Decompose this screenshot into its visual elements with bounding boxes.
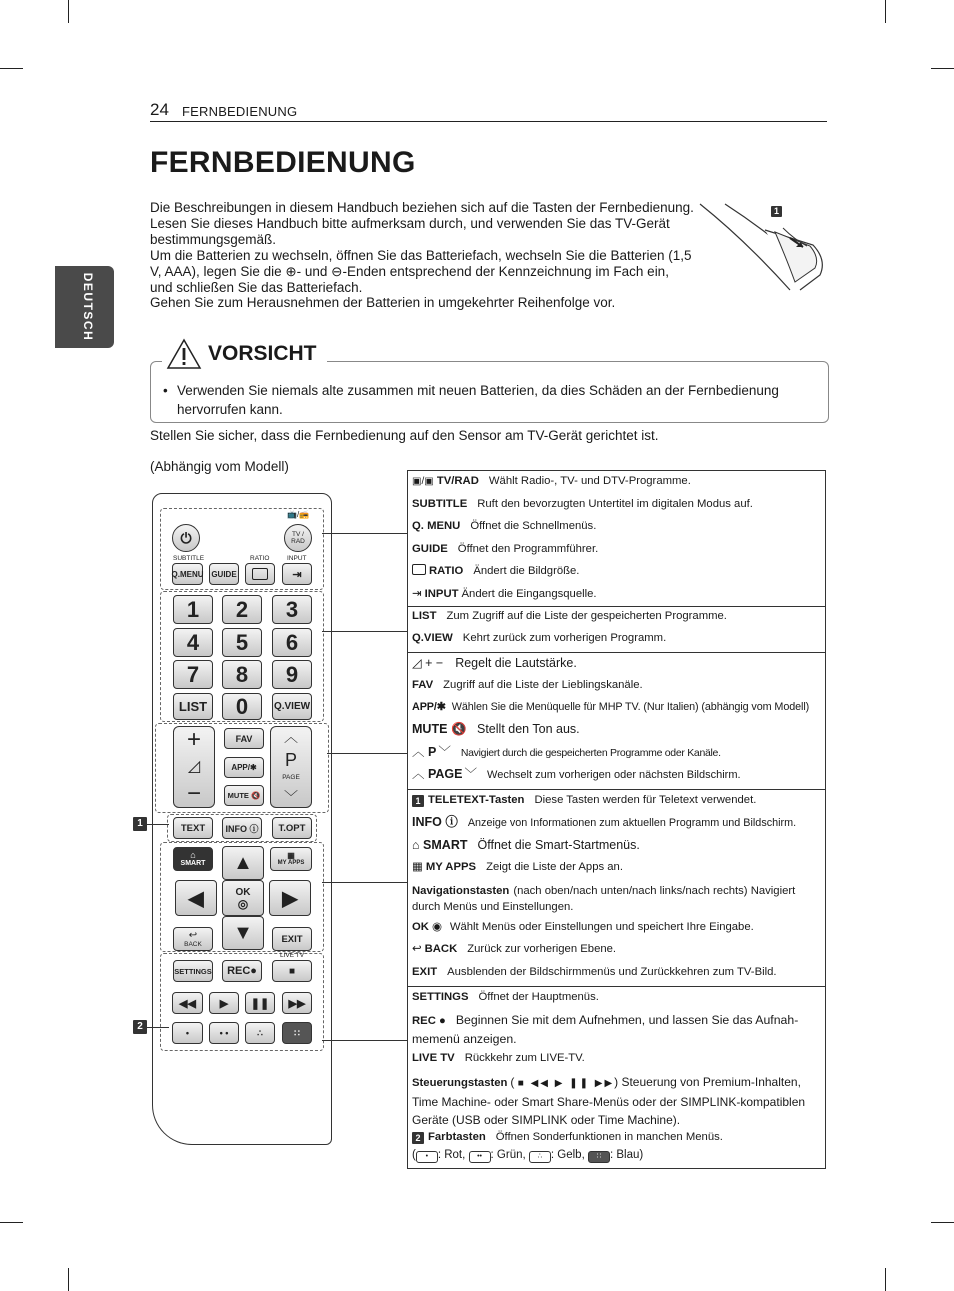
bullet-icon: • (163, 383, 168, 398)
digit-7-button[interactable]: 7 (173, 660, 213, 689)
chevron-down-icon: ﹀ (284, 788, 298, 805)
list-button[interactable]: LIST (173, 693, 213, 720)
legend-desc: Rückkehr zum LIVE-TV. (464, 1052, 585, 1064)
red-key-icon: • (416, 1151, 438, 1163)
legend-row-qmenu (408, 519, 825, 542)
page-header (150, 100, 827, 122)
legend-desc: Stellt den Ton aus. (477, 722, 580, 736)
marker-1-line (147, 824, 169, 825)
legend-row-page (408, 767, 825, 789)
legend-desc: Zugriff auf die Liste der Lieblingskanäle. (443, 679, 643, 691)
legend-desc: ) Steuerung von Premium-Inhalten, Time Machine- oder Smart Share-Menüs oder der SIMPLINK-kompatiblen Geräte (USB oder SIMPLINK oder Time Machine). (412, 1075, 806, 1127)
input-button[interactable] (282, 563, 312, 585)
legend-key: GUIDE (412, 543, 448, 555)
legend-key: MY APPS (425, 861, 477, 873)
legend-key: BACK (424, 943, 458, 955)
legend-key: OK (412, 921, 429, 933)
red-button[interactable]: • (172, 1022, 203, 1044)
ratio-icon (252, 568, 268, 580)
sensor-note: Stellen Sie sicher, dass die Fernbedienung auf den Sensor am TV-Gerät gerichtet ist. (150, 428, 659, 443)
legend-desc: Anzeige von Informationen zum aktuellen Programm und Bildschirm. (467, 817, 797, 829)
legend-key: Q.VIEW (412, 632, 453, 644)
callout-line-1 (322, 533, 408, 534)
qmenu-button[interactable] (172, 563, 203, 585)
legend-row-ratio (408, 564, 825, 587)
chevron-up-icon: ︿ (284, 729, 298, 745)
language-label: DEUTSCH (81, 272, 95, 342)
legend-row-fav (408, 678, 825, 700)
ratio-label: RATIO (250, 555, 270, 562)
blue-button[interactable]: ∷ (282, 1022, 312, 1044)
legend-key: SETTINGS (412, 991, 469, 1003)
marker-2: 2 (133, 1020, 147, 1034)
caution-title: VORSICHT (208, 342, 317, 365)
legend-desc: (nach oben/nach unten/nach links/nach rechts) Navigiert durch Menüs und Einstellungen. (412, 885, 796, 913)
smart-label: SMART (180, 860, 206, 867)
rec-button[interactable]: REC● (222, 960, 262, 982)
digit-0-button[interactable]: 0 (222, 693, 262, 720)
legend-row-input (408, 587, 825, 609)
ok-label: OK (235, 886, 251, 898)
settings-button[interactable]: SETTINGS (173, 960, 213, 982)
legend-row-color (408, 1130, 825, 1148)
text-button[interactable] (173, 817, 213, 839)
yellow-key-icon: ∴ (529, 1151, 551, 1163)
legend-key: Navigationstasten (412, 885, 510, 897)
legend-desc: Öffnet den Programmführer. (457, 543, 599, 555)
info-button[interactable]: INFO ⓘ (222, 817, 262, 839)
tvrad-button[interactable] (284, 524, 312, 552)
callout-line-3 (327, 753, 408, 754)
marker-2-badge: 2 (412, 1132, 424, 1144)
nav-up-button[interactable]: ▲ (222, 846, 264, 880)
text-label: TEXT (180, 822, 206, 834)
chevron-up-icon: ︿ (412, 745, 425, 759)
stop-icon: ■ (288, 965, 296, 977)
callout-line-5 (322, 1040, 408, 1041)
legend-desc: Öffnet die Smart-Startmenüs. (477, 838, 640, 852)
section-title: FERNBEDIENUNG (182, 104, 298, 119)
legend-desc: Wählen Sie die Menüquelle für MHP TV. (Nur Italien) (abhängig vom Modell) (451, 701, 810, 713)
myapps-button[interactable] (270, 847, 312, 871)
legend-desc: Wechselt zum vorherigen oder nächsten Bildschirm. (487, 769, 741, 781)
legend-desc: Beginnen Sie mit dem Aufnehmen, und lassen Sie das Aufnah-memenü anzeigen. (412, 1013, 799, 1046)
yellow-button[interactable]: ∴ (245, 1022, 275, 1044)
legend-row-settings (408, 990, 825, 1011)
back-label: BACK (184, 940, 202, 948)
legend-key: Farbtasten (428, 1131, 486, 1143)
page-label: PAGE (282, 773, 300, 781)
marker-1-badge: 1 (412, 795, 424, 807)
input-label: INPUT (287, 555, 307, 562)
legend-desc: Öffnen Sonderfunktionen in manchen Menüs. (495, 1131, 723, 1143)
pause-button[interactable]: ❚❚ (245, 992, 275, 1014)
legend-row-guide (408, 542, 825, 564)
rewind-button[interactable]: ◀◀ (172, 992, 203, 1014)
minus-icon: − (186, 780, 201, 807)
volume-icon: ◿ (412, 656, 422, 670)
legend-desc: Ändert die Eingangsquelle. (461, 588, 597, 600)
legend-key: TELETEXT-Tasten (428, 794, 525, 806)
legend-row-volume (408, 656, 825, 678)
guide-button[interactable] (209, 563, 239, 585)
warning-icon (166, 338, 202, 370)
legend-desc: Diese Tasten werden für Teletext verwendet. (534, 794, 757, 806)
digit-6-button[interactable]: 6 (272, 628, 312, 657)
legend-key: SUBTITLE (412, 498, 468, 510)
mute-button[interactable]: MUTE 🔇 (224, 785, 264, 806)
page-title: FERNBEDIENUNG (150, 146, 416, 179)
topt-button[interactable]: T.OPT (272, 817, 312, 839)
fav-button[interactable]: FAV (224, 728, 264, 749)
tvrad-top-icon: 📺/📻 (287, 510, 310, 519)
legend-key: MUTE (412, 722, 448, 736)
play-button[interactable]: ▶ (209, 992, 239, 1014)
legend-group-1 (407, 470, 826, 607)
ok-button[interactable] (222, 880, 264, 916)
legend-key: SMART (423, 838, 468, 852)
legend-key: P (428, 745, 437, 759)
legend-group-2 (407, 607, 826, 653)
legend-row-control: Steuerungstasten ( ■ ◀◀ ▶ ❚❚ ▶▶) Steuerung von Premium-Inhalten, Time Machine- oder Smart Share-Menüs oder der SIMPLINK-kompatiblen Geräte (USB oder SIMPLINK oder Time Machine). (412, 1075, 806, 1127)
legend-key: + − (425, 656, 444, 670)
program-rocker[interactable] (270, 726, 312, 808)
marker-2-line (147, 1027, 169, 1028)
legend-desc: Ruft den bevorzugten Untertitel im digitalen Modus auf. (477, 498, 753, 510)
legend-key: Q. MENU (412, 520, 461, 532)
legend-row-teletext (408, 793, 825, 815)
callout-line-2 (322, 631, 408, 632)
legend-key: PAGE (428, 767, 463, 781)
intro-paragraph: Um die Batterien zu wechseln, öffnen Sie das Batteriefach, wechseln Sie die Batterien (1,5 V, AAA), legen Sie die ⊕- und ⊖-Enden entsprechend der Kennzeichnung im Fach ein, und schließen Sie das Batteriefach. (150, 247, 692, 295)
legend-desc: Zum Zugriff auf die Liste der gespeicherten Programme. (446, 610, 727, 622)
green-button[interactable]: • • (209, 1022, 239, 1044)
mute-icon: 🔇 (451, 722, 467, 736)
legend-row-myapps (408, 860, 825, 882)
legend-desc: : Rot, (437, 1149, 469, 1161)
nav-right-button[interactable]: ▶ (269, 880, 311, 916)
nav-left-button[interactable]: ◀ (175, 880, 217, 916)
page-number: 24 (150, 100, 169, 119)
legend-desc: Wählt Radio-, TV- und DTV-Programme. (488, 475, 691, 487)
volume-icon: ◿ (187, 758, 201, 775)
legend-row-tvrad (408, 474, 825, 497)
legend-row-back (408, 942, 825, 965)
grid-icon: ▦ (412, 861, 423, 873)
legend-row-list (408, 609, 825, 631)
legend-row-info (408, 815, 825, 838)
legend-key: EXIT (412, 966, 438, 978)
legend-desc: Wählt Menüs oder Einstellungen und speichert Ihre Eingabe. (449, 921, 754, 933)
legend-key: INPUT (424, 588, 459, 600)
intro-paragraph: Lesen Sie dieses Handbuch bitte aufmerksam durch, und verwenden Sie das TV-Gerät bestimmungsgemäß. (150, 215, 670, 247)
tvrad-icon: ▣/▣ (412, 476, 434, 487)
legend-desc: Ändert die Bildgröße. (473, 565, 580, 577)
input-icon: ⇥ (412, 588, 422, 600)
legend-key: LIVE TV (412, 1052, 455, 1064)
legend-desc: Ausblenden der Bildschirmmenüs und Zurückkehren zum TV-Bild. (447, 966, 777, 978)
legend-row-color-list: ( • : Rot, •• : Grün, ∴ : Gelb, ∷ : Blau) (412, 1149, 644, 1161)
legend-row-livetv (408, 1051, 825, 1073)
fastforward-button[interactable]: ▶▶ (282, 992, 312, 1014)
app-button[interactable]: APP/✱ (224, 757, 264, 778)
digit-8-button[interactable]: 8 (222, 660, 262, 689)
chevron-up-icon: ︿ (412, 767, 425, 781)
ok-icon: ◉ (431, 921, 442, 933)
tvrad-label: TV / RAD (291, 531, 305, 545)
digit-3-button[interactable]: 3 (272, 595, 312, 624)
plus-icon: + (186, 726, 201, 753)
power-button[interactable]: ⏻ (172, 524, 200, 552)
legend-row-subtitle (408, 497, 825, 519)
home-icon: ⌂ (190, 850, 196, 860)
legend-key: APP/✱ (412, 701, 446, 713)
legend-row-app (408, 700, 825, 722)
smart-button[interactable] (173, 847, 213, 871)
ratio-icon (412, 564, 426, 575)
legend-desc: Navigiert durch die gespeicherten Programme oder Kanäle. (460, 747, 721, 759)
legend-desc: Kehrt zurück zum vorherigen Programm. (462, 632, 667, 644)
legend-group-5 (407, 987, 826, 1169)
callout-line-4 (322, 882, 408, 883)
caution-heading (162, 338, 327, 370)
legend-desc: Zeigt die Liste der Apps an. (486, 861, 623, 873)
legend-key: RATIO (429, 565, 464, 577)
chevron-down-icon: ﹀ (464, 767, 478, 781)
caution-item (163, 381, 783, 419)
legend-key: REC ● (412, 1015, 446, 1027)
legend-row-ok (408, 920, 825, 942)
digit-9-button[interactable]: 9 (272, 660, 312, 689)
legend-row-p (408, 745, 825, 767)
model-note: (Abhängig vom Modell) (150, 459, 289, 474)
legend-key: INFO ⓘ (412, 815, 458, 829)
qmenu-label: Q.MENU (171, 569, 204, 579)
home-icon: ⌂ (412, 838, 420, 852)
battery-cover-illustration (695, 200, 830, 292)
legend-desc: : Gelb, (550, 1149, 588, 1161)
marker-1: 1 (133, 817, 147, 831)
intro-paragraph: Die Beschreibungen in diesem Handbuch beziehen sich auf die Tasten der Fernbedienung. (150, 200, 694, 215)
ratio-button[interactable] (245, 563, 275, 585)
qview-button[interactable]: Q.VIEW (272, 693, 312, 720)
back-icon: ↩ (412, 943, 422, 955)
control-icons: ■ ◀◀ ▶ ❚❚ ▶▶ (517, 1078, 615, 1089)
myapps-label: MY APPS (277, 860, 305, 866)
legend-key: Steuerungstasten (412, 1077, 508, 1089)
guide-label: GUIDE (211, 569, 237, 579)
digit-4-button[interactable]: 4 (173, 628, 213, 657)
legend-group-4 (407, 790, 826, 987)
legend-row-navigation (408, 882, 825, 920)
figure-label-1: 1 (771, 206, 782, 217)
legend-key: LIST (412, 610, 437, 622)
legend-desc: : Blau) (609, 1149, 644, 1161)
exit-button[interactable]: EXIT (272, 927, 312, 951)
green-key-icon: •• (469, 1151, 491, 1163)
legend-desc: Zurück zur vorherigen Ebene. (467, 943, 617, 955)
digit-1-button[interactable]: 1 (173, 595, 213, 624)
nav-down-button[interactable]: ▼ (222, 916, 264, 950)
grid-icon: ▦ (287, 851, 295, 860)
legend-group-3 (407, 653, 826, 790)
legend-key: FAV (412, 679, 434, 691)
intro-text (150, 200, 695, 311)
chevron-down-icon: ﹀ (438, 745, 451, 759)
legend-row-rec (408, 1011, 825, 1051)
volume-rocker[interactable] (173, 726, 215, 808)
livetv-label: LIVE TV (280, 952, 305, 959)
caution-text: Verwenden Sie niemals alte zusammen mit neuen Batterien, da dies Schäden an der Fernbedienung hervorrufen kann. (177, 383, 779, 417)
ok-icon: ◎ (237, 896, 249, 911)
legend-desc: Öffnet die Schnellmenüs. (470, 520, 597, 532)
digit-2-button[interactable]: 2 (222, 595, 262, 624)
blue-key-icon: ∷ (588, 1151, 610, 1163)
back-icon: ↩ (188, 929, 198, 941)
language-tab (55, 266, 114, 348)
legend-row-exit (408, 965, 825, 987)
legend-desc: : Grün, (490, 1149, 529, 1161)
input-icon: ⇥ (292, 568, 302, 581)
livetv-button[interactable] (272, 960, 312, 982)
legend-desc: Öffnet der Hauptmenüs. (478, 991, 599, 1003)
legend-row-mute (408, 722, 825, 745)
legend-desc: Regelt die Lautstärke. (455, 656, 577, 670)
legend-key: TV/RAD (436, 475, 479, 487)
program-p-label: P (284, 750, 297, 771)
back-button[interactable] (173, 927, 213, 951)
legend-row-smart (408, 838, 825, 860)
legend-row-qview (408, 631, 825, 653)
digit-5-button[interactable]: 5 (222, 628, 262, 657)
subtitle-label: SUBTITLE (173, 555, 205, 562)
intro-paragraph: Gehen Sie zum Herausnehmen der Batterien in umgekehrter Reihenfolge vor. (150, 295, 616, 311)
